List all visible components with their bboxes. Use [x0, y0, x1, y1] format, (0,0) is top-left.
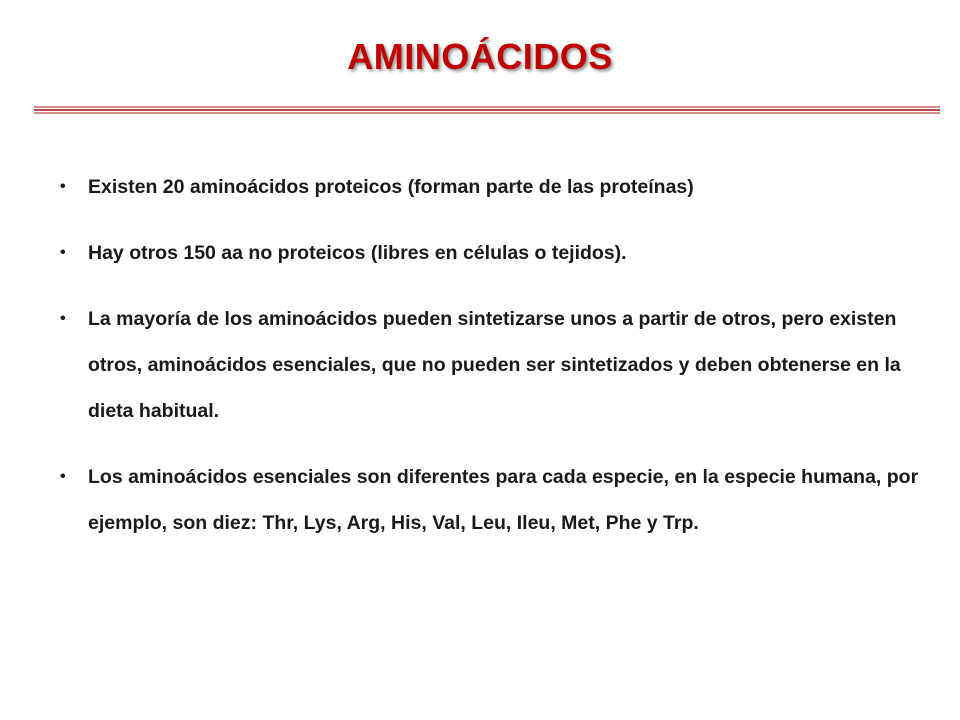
divider-line-bottom: [34, 112, 940, 114]
bullet-item-1: [60, 164, 940, 210]
bullet-item-4: [60, 454, 940, 546]
title-divider: [34, 106, 940, 115]
bullet-icon: •: [60, 310, 66, 327]
bullet-text: Existen 20 aminoácidos proteicos (forman parte de las proteínas): [88, 176, 694, 198]
bullet-text: Hay otros 150 aa no proteicos (libres en células o tejidos).: [88, 242, 627, 264]
slide-title: AMINOÁCIDOS: [347, 36, 613, 77]
divider-line-middle: [34, 109, 940, 111]
bullet-text: Los aminoácidos esenciales son diferentes para cada especie, en la especie humana, por ejemplo, son diez: Thr, Lys, Arg, His, Val, Leu, Ileu, Met, Phe y Trp.: [88, 466, 919, 534]
bullet-text: La mayoría de los aminoácidos pueden sintetizarse unos a partir de otros, pero existen otros, aminoácidos esenciales, que no pueden ser sintetizados y deben obtenerse en la dieta habitual.: [88, 308, 901, 422]
bullet-icon: •: [60, 468, 66, 485]
bullet-item-2: [60, 230, 940, 276]
bullet-icon: •: [60, 178, 66, 195]
bullet-icon: •: [60, 244, 66, 261]
bullet-list: [60, 164, 940, 566]
divider-line-top: [34, 106, 940, 108]
bullet-item-3: [60, 296, 940, 434]
